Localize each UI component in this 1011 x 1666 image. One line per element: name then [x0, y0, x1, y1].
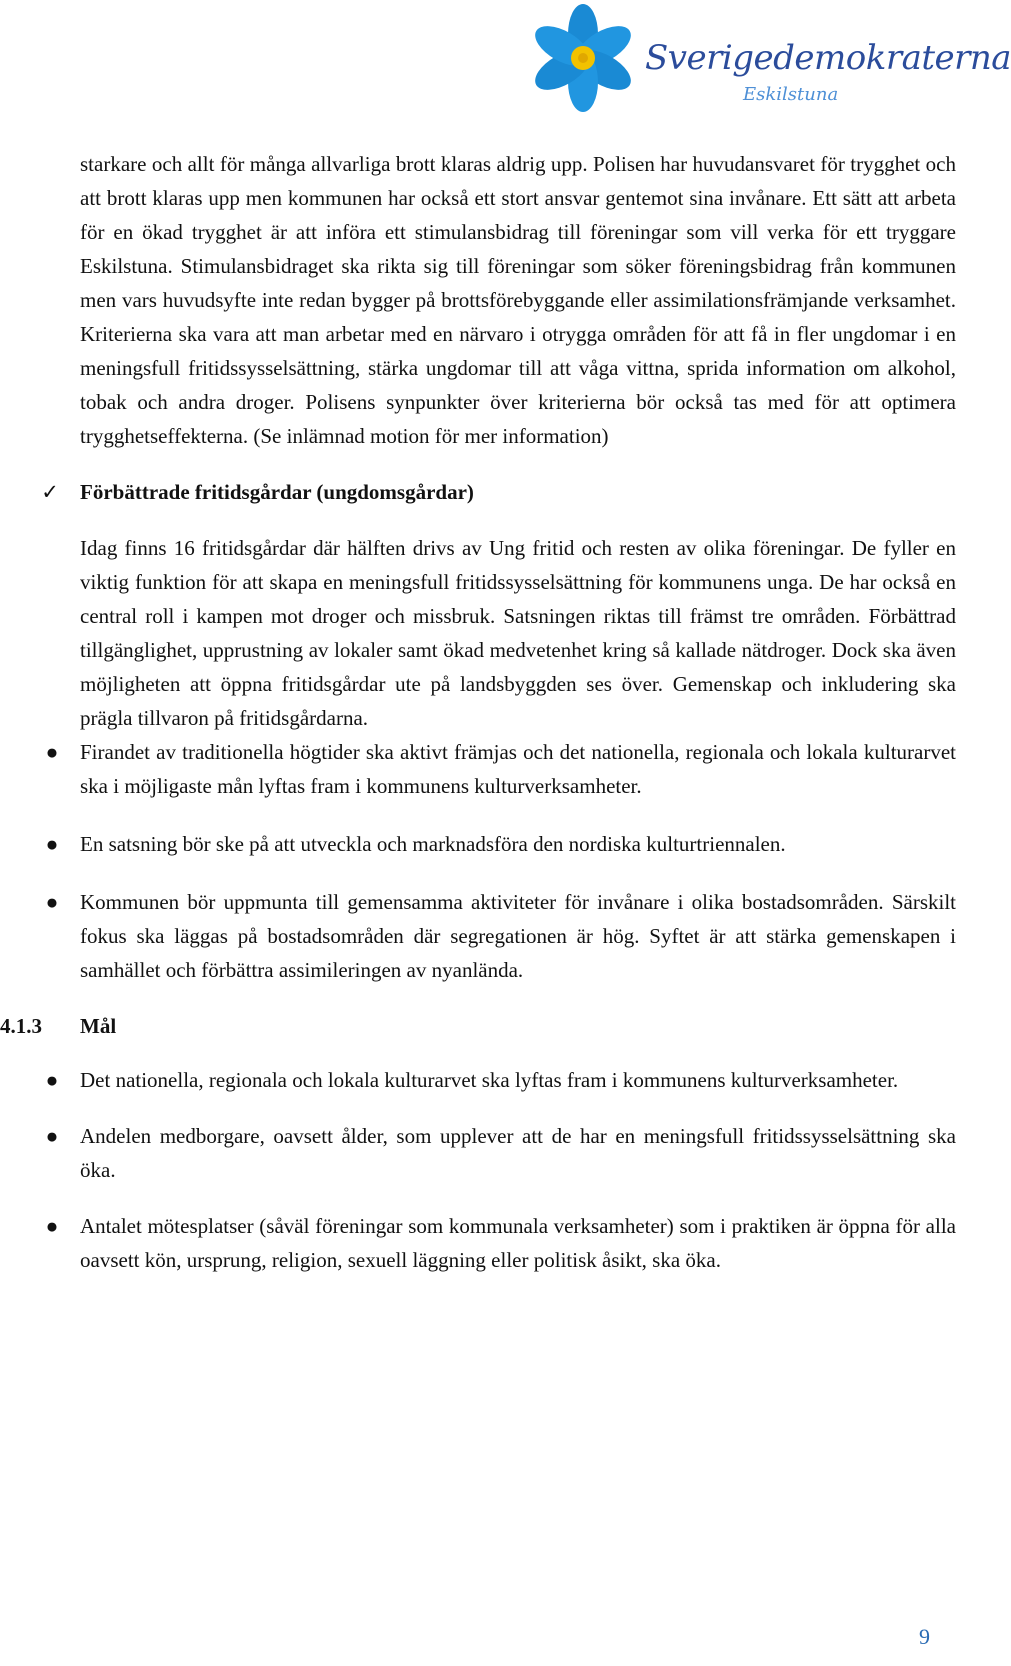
bullet-icon: ●	[45, 890, 59, 914]
section-title: Mål	[80, 1014, 117, 1038]
check-item-title: Förbättrade fritidsgårdar (ungdomsgårdar)	[80, 480, 474, 504]
anemone-flower-icon	[525, 6, 645, 116]
bullet-icon: ●	[45, 832, 59, 856]
intro-paragraph: starkare och allt för många allvarliga brott klaras aldrig upp. Polisen har huvudansvaret för trygghet och att brott klaras upp men kommunen har också ett stort ansvar gentemot sina invånare. Ett sätt att arbeta för en ökad trygghet är att införa ett stimulansbidrag till föreningar som vill verka för ett tryggare Eskilstuna. Stimulansbidraget ska rikta sig till föreningar som söker föreningsbidrag från kommunen men vars huvudsyfte inte redan bygger på brottsförebyggande eller assimilationsfrämjande verksamhet. Kriterierna ska vara att man arbetar med en närvaro i otrygga områden för att få in fler ungdomar i en meningsfull fritidssysselsättning, stärka ungdomar till att våga vittna, sprida information om alkohol, tobak och andra droger. Polisens synpunkter över kriterierna bör också tas med för att optimera trygghetseffekterna. (Se inlämnad motion för mer information)	[80, 152, 956, 448]
bullet-list-goals	[45, 1063, 956, 1277]
section-heading	[0, 1009, 956, 1043]
page-number: 9	[919, 1624, 930, 1649]
checkmark-icon: ✓	[41, 480, 59, 504]
document-body	[0, 147, 956, 1277]
list-item	[45, 1209, 956, 1277]
list-item-text: En satsning bör ske på att utveckla och marknadsföra den nordiska kulturtriennalen.	[80, 832, 786, 856]
bullet-icon: ●	[45, 1214, 59, 1238]
list-item	[45, 1063, 956, 1097]
list-item	[45, 735, 956, 803]
youth-centres-paragraph: Idag finns 16 fritidsgårdar där hälften drivs av Ung fritid och resten av olika föreningar. De fyller en viktig funktion för att skapa en meningsfull fritidssysselsättning för kommunens unga. De har också en central roll i kampen mot droger och missbruk. Satsningen riktas till främst tre områden. Förbättrad tillgänglighet, upprustning av lokaler samt ökad medvetenhet kring så kallade nätdroger. Dock ska även möjligheten att öppna fritidsgårdar ute på landsbyggden ses över. Gemenskap och inkludering ska prägla tillvaron på fritidsgårdarna.	[80, 536, 956, 730]
logo-wordmark: Sverigedemokraterna	[645, 38, 1011, 78]
list-item-text: Andelen medborgare, oavsett ålder, som upplever att de har en meningsfull fritidssysselsättning ska öka.	[80, 1124, 956, 1182]
list-item	[45, 1119, 956, 1187]
bullet-icon: ●	[45, 1068, 59, 1092]
list-item	[45, 885, 956, 987]
list-item-text: Firandet av traditionella högtider ska aktivt främjas och det nationella, regionala och lokala kulturarvet ska i möjligaste mån lyftas fram i kommunens kulturverksamheter.	[80, 740, 956, 798]
check-item-heading	[41, 475, 956, 509]
party-logo	[525, 6, 1011, 116]
list-item	[45, 827, 956, 861]
bullet-list-culture	[45, 735, 956, 987]
bullet-icon: ●	[45, 1124, 59, 1148]
list-item-text: Det nationella, regionala och lokala kulturarvet ska lyftas fram i kommunens kulturverksamheter.	[80, 1068, 899, 1092]
logo-subtitle: Eskilstuna	[743, 84, 839, 105]
list-item-text: Antalet mötesplatser (såväl föreningar som kommunala verksamheter) som i praktiken är öppna för alla oavsett kön, ursprung, religion, sexuell läggning eller politisk åsikt, ska öka.	[80, 1214, 956, 1272]
section-number: 4.1.3	[0, 1014, 42, 1038]
bullet-icon: ●	[45, 740, 59, 764]
list-item-text: Kommunen bör uppmunta till gemensamma aktiviteter för invånare i olika bostadsområden. Särskilt fokus ska läggas på bostadsområden där segregationen är hög. Syftet är att stärka gemenskapen i samhället och förbättra assimileringen av nyanlända.	[80, 890, 956, 982]
